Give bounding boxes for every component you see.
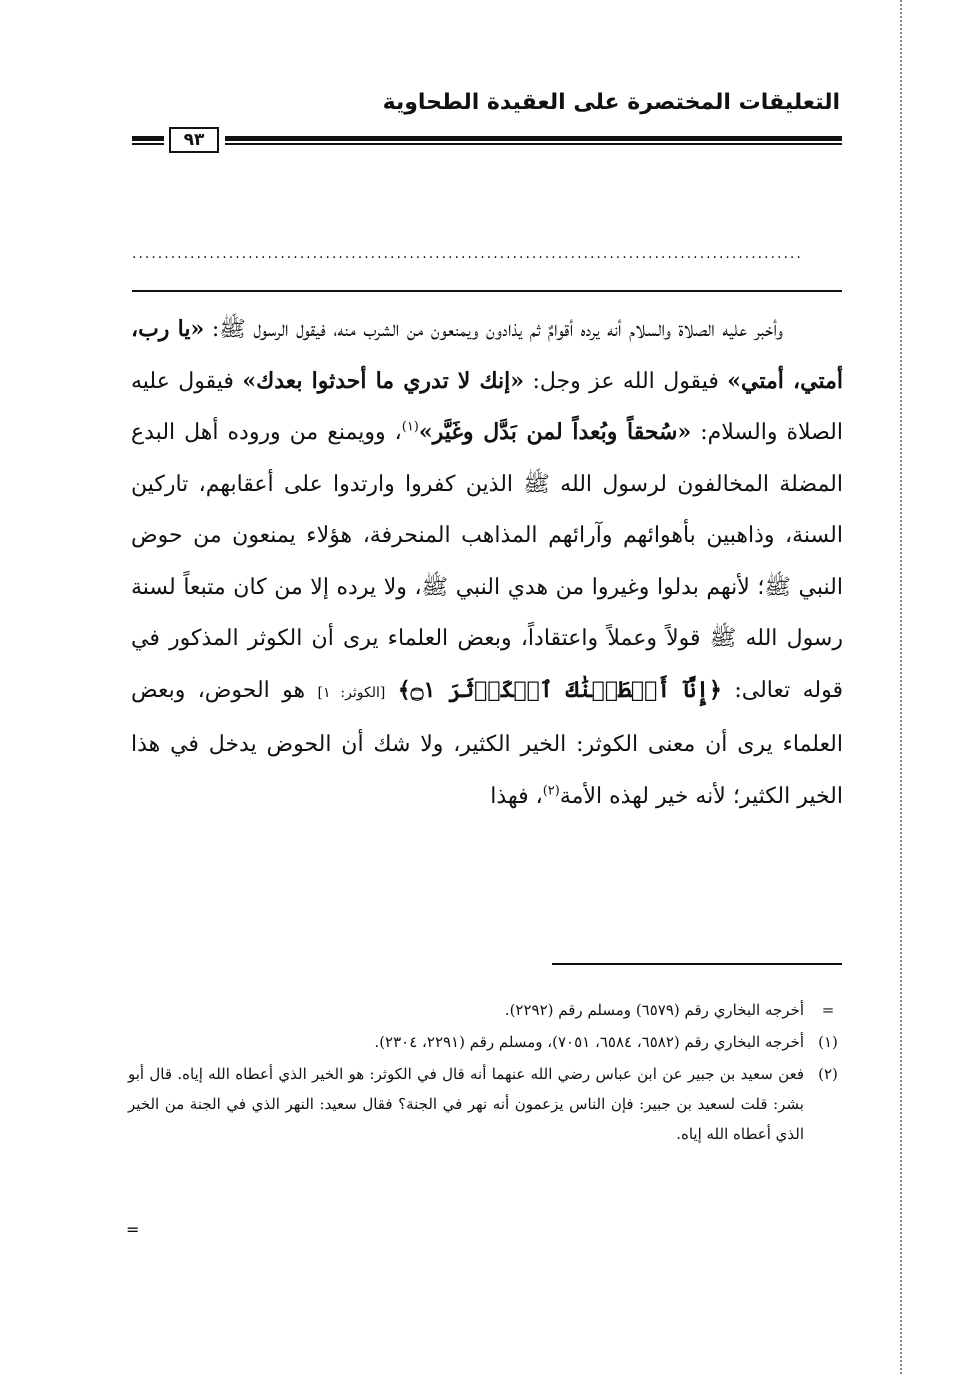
footnote-mark: = xyxy=(821,1001,835,1019)
hadith-quote: «سُحقاً وبُعداً لمن بَدَّل وغَيَّر» xyxy=(418,419,692,445)
footnote-ref[interactable]: (١) xyxy=(401,419,419,435)
footnote-ref[interactable]: (٢) xyxy=(542,783,560,799)
margin-dotted-line xyxy=(900,0,902,1374)
footnote-item xyxy=(128,995,848,1025)
footnote-item xyxy=(128,1059,848,1149)
footnote-text: أخرجه البخاري رقم (٦٥٨٢، ٦٥٨٤، ٧٠٥١)، ومسلم رقم (٢٢٩١، ٢٣٠٤). xyxy=(374,1033,804,1051)
footnote-rule xyxy=(552,963,842,965)
text-segment: ، وويمنع من وروده أهل البدع المضلة المخالفون لرسول الله ﷺ الذين كفروا وارتدوا على أعقابهم، تاركين السنة، وذاهبين بأهوائهم وآرائهم المذاهب المنحرفة، هؤلاء يمنعون من حوض النبي ﷺ؛ لأنهم بدلوا وغيروا من هدي النبي ﷺ، ولا يرده إلا من كان متبعاً لسنة رسول الله ﷺ قولاً وعملاً واعتقاداً، وبعض العلماء يرى أن الكوثر المذكور في قوله تعالى: xyxy=(131,420,843,703)
footnote-mark: (١) xyxy=(818,1033,838,1051)
footnote-item xyxy=(128,1027,848,1057)
text-segment: فيقول الله عز وجل: xyxy=(524,368,728,394)
text-segment: هو الحوض، وبعض العلماء يرى أن معنى الكوثر: الخير الكثير، ولا شك أن الحوض يدخل في هذا الخير الكثير؛ لأنه خير لهذه الأمة xyxy=(131,677,843,809)
footnote-text: أخرجه البخاري رقم (٦٥٧٩) ومسلم رقم (٢٢٩٢). xyxy=(504,1001,804,1019)
paragraph xyxy=(131,304,843,822)
footnotes xyxy=(128,995,848,1151)
verse-citation: [الكوثر: ١] xyxy=(317,684,386,701)
continuation-marker: = xyxy=(126,1220,140,1239)
hadith-quote: «إنك لا تدري ما أحدثوا بعدك» xyxy=(242,367,524,394)
text-segment: ، فهذا xyxy=(490,783,543,809)
text-segment: وأخبر عليه الصلاة والسلام أنه يرده أقوامٌ ثم يذادون ويمنعون من الشرب منه، فيقول الرسول ﷺ: xyxy=(204,317,783,342)
footnote-mark: (٢) xyxy=(818,1065,838,1083)
running-title: التعليقات المختصرة على العقيدة الطحاوية xyxy=(382,90,840,115)
hadith-quote: «يا رب، أمتي، أمتي» xyxy=(131,316,843,394)
page-number: ٩٣ xyxy=(169,127,219,153)
header-rule xyxy=(225,136,842,145)
text-segment: فيقول عليه الصلاة والسلام: xyxy=(131,368,843,445)
footnote-text: فعن سعيد بن جبير عن ابن عباس رضي الله عنهما أنه قال في الكوثر: هو الخير الذي أعطاه الله إياه. قال أبو بشر: قلت لسعيد بن جبير: فإن الناس يزعمون أنه نهر في الجنة؟ فقال سعيد: النهر الذي في الجنة من الخير الذي أعطاه الله إياه. xyxy=(128,1065,804,1143)
main-text xyxy=(131,304,843,822)
dotted-separator: ........................................................................................................ xyxy=(132,246,803,262)
quran-verse: ﴿إِنَّآ أَعۡطَيۡنَٰكَ ٱلۡكَوۡثَرَ ۝١﴾ xyxy=(397,676,722,703)
text-top-rule xyxy=(132,290,842,292)
header-rule-short xyxy=(132,136,164,145)
